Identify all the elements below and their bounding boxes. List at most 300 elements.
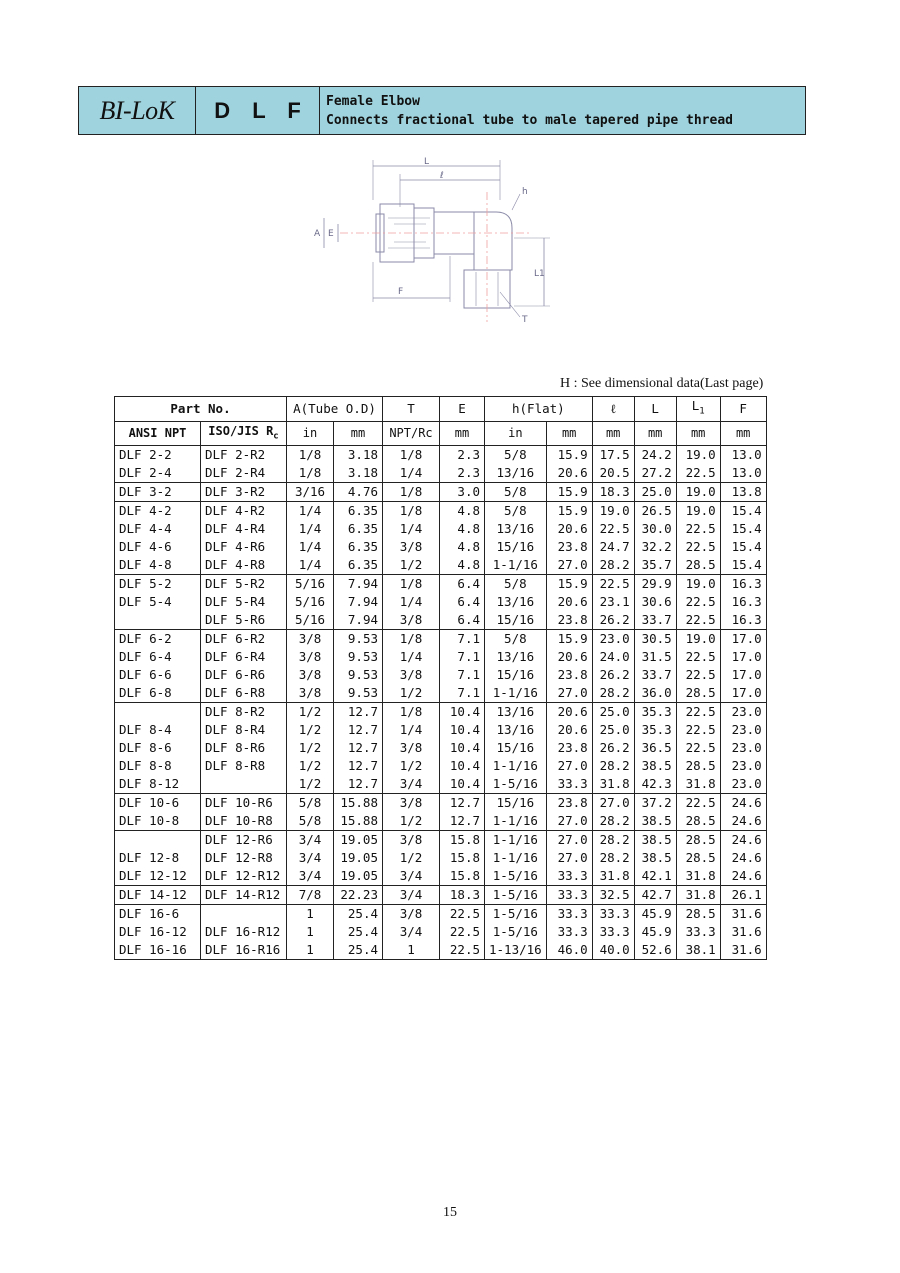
t-thread-cell: 1/8 (383, 445, 440, 464)
e-mm-cell: 15.8 (440, 849, 485, 867)
F-mm-cell: 31.6 (720, 941, 766, 960)
L1-mm-cell: 33.3 (676, 923, 720, 941)
L1-mm-cell: 22.5 (676, 666, 720, 684)
h-in-cell: 13/16 (485, 593, 547, 611)
product-subtitle: Connects fractional tube to male tapered pipe thread (326, 113, 733, 128)
l-mm-cell: 31.8 (592, 867, 634, 886)
a-in-cell: 3/8 (287, 629, 334, 648)
iso-part-cell: DLF 14-R12 (201, 885, 287, 904)
e-mm-cell: 2.3 (440, 464, 485, 483)
table-row (115, 666, 767, 684)
e-mm-cell: 10.4 (440, 721, 485, 739)
F-mm-cell: 31.6 (720, 923, 766, 941)
ansi-part-cell: DLF 10-6 (115, 793, 201, 812)
h-mm-cell: 27.0 (546, 812, 592, 831)
L-mm-cell: 38.5 (634, 830, 676, 849)
a-mm-cell: 25.4 (334, 904, 383, 923)
h-mm-cell: 27.0 (546, 849, 592, 867)
L1-mm-cell: 28.5 (676, 849, 720, 867)
L1-mm-cell: 22.5 (676, 739, 720, 757)
a-mm-cell: 22.23 (334, 885, 383, 904)
t-thread-cell: 1/4 (383, 648, 440, 666)
product-title: Female Elbow (326, 94, 420, 109)
L-mm-cell: 42.7 (634, 885, 676, 904)
F-mm-cell: 26.1 (720, 885, 766, 904)
h-mm-cell: 46.0 (546, 941, 592, 960)
h-in-cell: 13/16 (485, 702, 547, 721)
label-L1: L1 (534, 269, 545, 279)
F-mm-cell: 15.4 (720, 556, 766, 575)
F-mm-cell: 16.3 (720, 611, 766, 630)
a-in-cell: 3/8 (287, 684, 334, 703)
l-mm-cell: 28.2 (592, 812, 634, 831)
F-mm-cell: 23.0 (720, 757, 766, 775)
iso-part-cell: DLF 5-R4 (201, 593, 287, 611)
a-in-cell: 5/16 (287, 574, 334, 593)
a-in-cell: 3/8 (287, 666, 334, 684)
h-in-cell: 1-5/16 (485, 885, 547, 904)
dimension-note: H : See dimensional data(Last page) (560, 376, 764, 391)
F-mm-cell: 23.0 (720, 721, 766, 739)
iso-part-cell: DLF 4-R2 (201, 501, 287, 520)
e-mm-cell: 7.1 (440, 666, 485, 684)
h-in-cell: 13/16 (485, 464, 547, 483)
a-in-cell: 3/4 (287, 867, 334, 886)
t-thread-cell: 3/4 (383, 775, 440, 794)
e-mm-cell: 15.8 (440, 867, 485, 886)
e-mm-cell: 12.7 (440, 793, 485, 812)
h-in-cell: 5/8 (485, 445, 547, 464)
table-row (115, 520, 767, 538)
a-mm-cell: 3.18 (334, 464, 383, 483)
l-mm-cell: 28.2 (592, 830, 634, 849)
e-mm-cell: 18.3 (440, 885, 485, 904)
l-mm-cell: 26.2 (592, 611, 634, 630)
L-mm-cell: 31.5 (634, 648, 676, 666)
F-mm-cell: 13.0 (720, 464, 766, 483)
t-thread-cell: 1/4 (383, 520, 440, 538)
a-mm-cell: 6.35 (334, 556, 383, 575)
fitting-diagram (300, 152, 570, 334)
a-mm-cell: 12.7 (334, 757, 383, 775)
header-banner (78, 86, 806, 135)
h-mm-cell: 27.0 (546, 830, 592, 849)
ansi-part-cell: DLF 4-2 (115, 501, 201, 520)
h-in-cell: 13/16 (485, 648, 547, 666)
t-thread-cell: 1/4 (383, 721, 440, 739)
a-in-cell: 3/8 (287, 648, 334, 666)
F-mm-cell: 13.0 (720, 445, 766, 464)
t-thread-cell: 1/8 (383, 501, 440, 520)
iso-part-cell: DLF 8-R4 (201, 721, 287, 739)
L-mm-cell: 36.0 (634, 684, 676, 703)
t-thread-cell: 1/8 (383, 629, 440, 648)
header-e: E (440, 397, 485, 422)
row-group (115, 629, 767, 702)
L-mm-cell: 30.5 (634, 629, 676, 648)
a-mm-cell: 12.7 (334, 775, 383, 794)
t-thread-cell: 1/4 (383, 593, 440, 611)
L1-mm-cell: 22.5 (676, 721, 720, 739)
a-in-cell: 1 (287, 941, 334, 960)
h-in-cell: 5/8 (485, 574, 547, 593)
t-thread-cell: 1/8 (383, 702, 440, 721)
table-row (115, 867, 767, 886)
header-t-npt: NPT/Rc (383, 421, 440, 445)
ansi-part-cell: DLF 16-6 (115, 904, 201, 923)
h-in-cell: 5/8 (485, 501, 547, 520)
L-mm-cell: 38.5 (634, 757, 676, 775)
F-mm-cell: 15.4 (720, 538, 766, 556)
h-in-cell: 1-1/16 (485, 849, 547, 867)
iso-part-cell: DLF 12-R6 (201, 830, 287, 849)
L-mm-cell: 33.7 (634, 611, 676, 630)
t-thread-cell: 3/4 (383, 885, 440, 904)
ansi-part-cell: DLF 8-12 (115, 775, 201, 794)
ansi-part-cell (115, 830, 201, 849)
a-in-cell: 1/4 (287, 520, 334, 538)
t-thread-cell: 3/8 (383, 830, 440, 849)
e-mm-cell: 10.4 (440, 757, 485, 775)
h-mm-cell: 33.3 (546, 885, 592, 904)
ansi-part-cell: DLF 8-6 (115, 739, 201, 757)
e-mm-cell: 22.5 (440, 941, 485, 960)
ansi-part-cell (115, 611, 201, 630)
h-in-cell: 1-5/16 (485, 867, 547, 886)
L-mm-cell: 35.7 (634, 556, 676, 575)
L1-mm-cell: 19.0 (676, 445, 720, 464)
label-A: A (314, 229, 321, 239)
table-row (115, 721, 767, 739)
iso-part-cell: DLF 2-R4 (201, 464, 287, 483)
h-mm-cell: 23.8 (546, 793, 592, 812)
h-mm-cell: 15.9 (546, 482, 592, 501)
ansi-part-cell: DLF 4-6 (115, 538, 201, 556)
ansi-part-cell: DLF 16-16 (115, 941, 201, 960)
header-iso: ISO/JIS $R_c$ (201, 421, 287, 445)
ansi-part-cell: DLF 6-2 (115, 629, 201, 648)
a-mm-cell: 9.53 (334, 629, 383, 648)
table-row (115, 830, 767, 849)
F-mm-cell: 15.4 (720, 501, 766, 520)
L-mm-cell: 32.2 (634, 538, 676, 556)
h-mm-cell: 15.9 (546, 501, 592, 520)
l-mm-cell: 26.2 (592, 739, 634, 757)
a-in-cell: 5/8 (287, 793, 334, 812)
table-row (115, 611, 767, 630)
table-row (115, 445, 767, 464)
header-h-in: in (485, 421, 547, 445)
t-thread-cell: 3/8 (383, 666, 440, 684)
F-mm-cell: 23.0 (720, 739, 766, 757)
ansi-part-cell: DLF 10-8 (115, 812, 201, 831)
ansi-part-cell: DLF 3-2 (115, 482, 201, 501)
product-code: D L F (196, 87, 320, 134)
L-mm-cell: 42.1 (634, 867, 676, 886)
iso-part-cell: DLF 10-R8 (201, 812, 287, 831)
h-in-cell: 5/8 (485, 482, 547, 501)
a-in-cell: 5/16 (287, 593, 334, 611)
a-mm-cell: 12.7 (334, 721, 383, 739)
header-l: ℓ (592, 397, 634, 422)
a-mm-cell: 19.05 (334, 867, 383, 886)
L1-mm-cell: 22.5 (676, 702, 720, 721)
t-thread-cell: 1/2 (383, 812, 440, 831)
e-mm-cell: 3.0 (440, 482, 485, 501)
iso-part-cell: DLF 5-R2 (201, 574, 287, 593)
F-mm-cell: 24.6 (720, 793, 766, 812)
iso-part-cell: DLF 8-R6 (201, 739, 287, 757)
a-in-cell: 1/2 (287, 775, 334, 794)
header-L1-mm: mm (676, 421, 720, 445)
l-mm-cell: 19.0 (592, 501, 634, 520)
header-a-mm: mm (334, 421, 383, 445)
table-row (115, 904, 767, 923)
t-thread-cell: 3/4 (383, 923, 440, 941)
table-row (115, 757, 767, 775)
h-mm-cell: 27.0 (546, 757, 592, 775)
L-mm-cell: 38.5 (634, 812, 676, 831)
h-in-cell: 1-1/16 (485, 556, 547, 575)
a-mm-cell: 12.7 (334, 702, 383, 721)
ansi-part-cell: DLF 16-12 (115, 923, 201, 941)
h-mm-cell: 20.6 (546, 702, 592, 721)
e-mm-cell: 4.8 (440, 501, 485, 520)
L-mm-cell: 37.2 (634, 793, 676, 812)
h-mm-cell: 20.6 (546, 520, 592, 538)
iso-part-cell: DLF 5-R6 (201, 611, 287, 630)
ansi-part-cell: DLF 8-8 (115, 757, 201, 775)
h-in-cell: 1-1/16 (485, 830, 547, 849)
header-part-no: Part No. (115, 397, 287, 422)
h-in-cell: 5/8 (485, 629, 547, 648)
ansi-part-cell: DLF 14-12 (115, 885, 201, 904)
e-mm-cell: 10.4 (440, 702, 485, 721)
L1-mm-cell: 31.8 (676, 775, 720, 794)
F-mm-cell: 24.6 (720, 867, 766, 886)
a-in-cell: 1/2 (287, 702, 334, 721)
ansi-part-cell: DLF 2-4 (115, 464, 201, 483)
a-mm-cell: 4.76 (334, 482, 383, 501)
h-mm-cell: 20.6 (546, 721, 592, 739)
ansi-part-cell: DLF 12-12 (115, 867, 201, 886)
a-in-cell: 3/4 (287, 830, 334, 849)
e-mm-cell: 7.1 (440, 684, 485, 703)
iso-part-cell: DLF 2-R2 (201, 445, 287, 464)
L1-mm-cell: 28.5 (676, 904, 720, 923)
F-mm-cell: 24.6 (720, 812, 766, 831)
a-mm-cell: 12.7 (334, 739, 383, 757)
L1-mm-cell: 19.0 (676, 629, 720, 648)
h-mm-cell: 33.3 (546, 904, 592, 923)
row-group (115, 574, 767, 629)
h-in-cell: 15/16 (485, 611, 547, 630)
header-h: h(Flat) (485, 397, 593, 422)
iso-part-cell: DLF 10-R6 (201, 793, 287, 812)
a-mm-cell: 19.05 (334, 849, 383, 867)
L1-mm-cell: 28.5 (676, 830, 720, 849)
e-mm-cell: 4.8 (440, 520, 485, 538)
F-mm-cell: 31.6 (720, 904, 766, 923)
h-mm-cell: 20.6 (546, 464, 592, 483)
L1-mm-cell: 31.8 (676, 867, 720, 886)
h-mm-cell: 27.0 (546, 556, 592, 575)
l-mm-cell: 23.1 (592, 593, 634, 611)
l-mm-cell: 25.0 (592, 721, 634, 739)
L-mm-cell: 38.5 (634, 849, 676, 867)
ansi-part-cell: DLF 4-4 (115, 520, 201, 538)
e-mm-cell: 6.4 (440, 574, 485, 593)
row-group (115, 830, 767, 885)
F-mm-cell: 13.8 (720, 482, 766, 501)
t-thread-cell: 1 (383, 941, 440, 960)
iso-part-cell: DLF 4-R8 (201, 556, 287, 575)
h-mm-cell: 15.9 (546, 629, 592, 648)
a-mm-cell: 19.05 (334, 830, 383, 849)
a-in-cell: 1/8 (287, 445, 334, 464)
ansi-part-cell: DLF 2-2 (115, 445, 201, 464)
ansi-part-cell: DLF 12-8 (115, 849, 201, 867)
h-in-cell: 1-1/16 (485, 757, 547, 775)
L-mm-cell: 30.6 (634, 593, 676, 611)
table-row (115, 593, 767, 611)
header-t: T (383, 397, 440, 422)
e-mm-cell: 2.3 (440, 445, 485, 464)
t-thread-cell: 3/8 (383, 739, 440, 757)
h-in-cell: 15/16 (485, 538, 547, 556)
L1-mm-cell: 22.5 (676, 520, 720, 538)
product-description (320, 87, 805, 134)
row-group (115, 445, 767, 482)
iso-part-cell: DLF 16-R12 (201, 923, 287, 941)
h-in-cell: 1-13/16 (485, 941, 547, 960)
L1-mm-cell: 28.5 (676, 684, 720, 703)
h-in-cell: 13/16 (485, 721, 547, 739)
header-L1: $L_1$ (676, 397, 720, 422)
t-thread-cell: 1/2 (383, 757, 440, 775)
label-F: F (398, 287, 404, 297)
table-row (115, 849, 767, 867)
L1-mm-cell: 19.0 (676, 574, 720, 593)
h-mm-cell: 33.3 (546, 923, 592, 941)
a-mm-cell: 7.94 (334, 611, 383, 630)
iso-part-cell: DLF 3-R2 (201, 482, 287, 501)
header-F-mm: mm (720, 421, 766, 445)
L-mm-cell: 42.3 (634, 775, 676, 794)
F-mm-cell: 16.3 (720, 574, 766, 593)
e-mm-cell: 7.1 (440, 648, 485, 666)
h-mm-cell: 23.8 (546, 538, 592, 556)
table-row (115, 923, 767, 941)
table-subheader-row (115, 421, 767, 445)
a-in-cell: 1/8 (287, 464, 334, 483)
table-row (115, 629, 767, 648)
table-row (115, 702, 767, 721)
ansi-part-cell: DLF 6-4 (115, 648, 201, 666)
t-thread-cell: 1/8 (383, 482, 440, 501)
a-mm-cell: 25.4 (334, 923, 383, 941)
e-mm-cell: 22.5 (440, 923, 485, 941)
iso-part-cell: DLF 8-R8 (201, 757, 287, 775)
l-mm-cell: 23.0 (592, 629, 634, 648)
l-mm-cell: 28.2 (592, 556, 634, 575)
header-l-mm: mm (592, 421, 634, 445)
l-mm-cell: 20.5 (592, 464, 634, 483)
L1-mm-cell: 22.5 (676, 464, 720, 483)
ansi-part-cell (115, 702, 201, 721)
F-mm-cell: 17.0 (720, 684, 766, 703)
iso-part-cell: DLF 6-R6 (201, 666, 287, 684)
L-mm-cell: 36.5 (634, 739, 676, 757)
l-mm-cell: 40.0 (592, 941, 634, 960)
h-mm-cell: 15.9 (546, 445, 592, 464)
L1-mm-cell: 22.5 (676, 793, 720, 812)
a-mm-cell: 6.35 (334, 501, 383, 520)
l-mm-cell: 32.5 (592, 885, 634, 904)
t-thread-cell: 3/8 (383, 904, 440, 923)
L-mm-cell: 33.7 (634, 666, 676, 684)
table-row (115, 684, 767, 703)
iso-part-cell: DLF 4-R6 (201, 538, 287, 556)
F-mm-cell: 23.0 (720, 775, 766, 794)
table-row (115, 574, 767, 593)
a-in-cell: 1/2 (287, 739, 334, 757)
table-row (115, 648, 767, 666)
header-e-mm: mm (440, 421, 485, 445)
e-mm-cell: 15.8 (440, 830, 485, 849)
L-mm-cell: 26.5 (634, 501, 676, 520)
t-thread-cell: 1/4 (383, 464, 440, 483)
t-thread-cell: 3/8 (383, 793, 440, 812)
iso-part-cell: DLF 4-R4 (201, 520, 287, 538)
table-row (115, 556, 767, 575)
iso-part-cell: DLF 6-R8 (201, 684, 287, 703)
l-mm-cell: 33.3 (592, 923, 634, 941)
h-in-cell: 1-1/16 (485, 812, 547, 831)
row-group (115, 885, 767, 904)
L1-mm-cell: 22.5 (676, 611, 720, 630)
h-mm-cell: 20.6 (546, 648, 592, 666)
a-in-cell: 5/8 (287, 812, 334, 831)
row-group (115, 793, 767, 830)
F-mm-cell: 24.6 (720, 830, 766, 849)
ansi-part-cell: DLF 6-6 (115, 666, 201, 684)
l-mm-cell: 18.3 (592, 482, 634, 501)
iso-part-cell: DLF 6-R4 (201, 648, 287, 666)
t-thread-cell: 3/4 (383, 867, 440, 886)
L1-mm-cell: 28.5 (676, 812, 720, 831)
header-L-mm: mm (634, 421, 676, 445)
h-mm-cell: 23.8 (546, 739, 592, 757)
table-row (115, 739, 767, 757)
a-in-cell: 1/4 (287, 501, 334, 520)
a-in-cell: 1 (287, 904, 334, 923)
t-thread-cell: 1/8 (383, 574, 440, 593)
l-mm-cell: 22.5 (592, 520, 634, 538)
page-number: 15 (443, 1205, 457, 1220)
a-in-cell: 1 (287, 923, 334, 941)
h-mm-cell: 33.3 (546, 775, 592, 794)
e-mm-cell: 4.8 (440, 538, 485, 556)
l-mm-cell: 22.5 (592, 574, 634, 593)
h-in-cell: 15/16 (485, 793, 547, 812)
L-mm-cell: 52.6 (634, 941, 676, 960)
l-mm-cell: 28.2 (592, 849, 634, 867)
e-mm-cell: 6.4 (440, 593, 485, 611)
iso-part-cell: DLF 6-R2 (201, 629, 287, 648)
iso-part-cell (201, 775, 287, 794)
row-group (115, 702, 767, 793)
